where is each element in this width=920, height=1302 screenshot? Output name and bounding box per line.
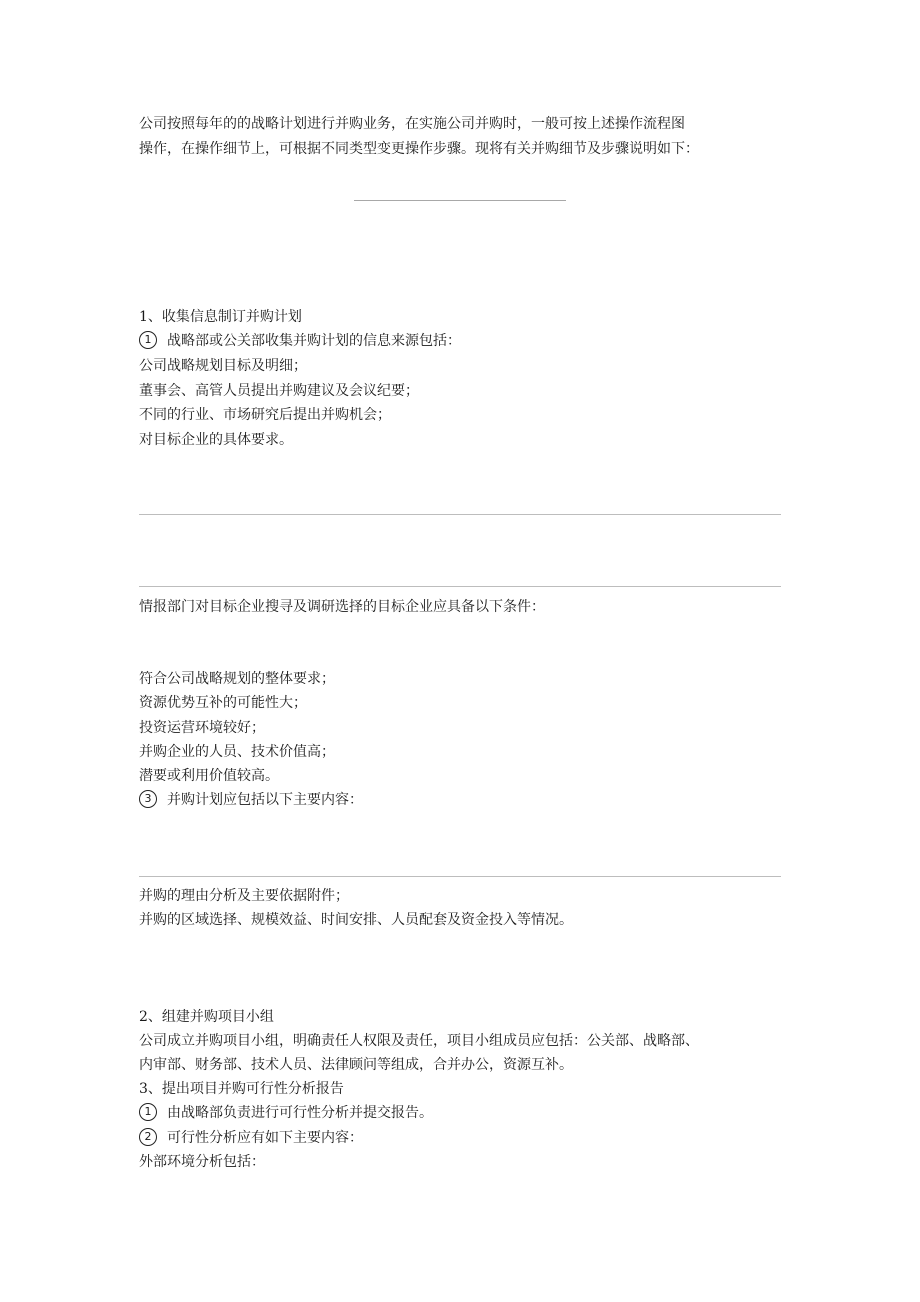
section3-heading: 3、提出项目并购可行性分析报告 — [139, 1081, 344, 1097]
list-item: 公司战略规划目标及明细； — [139, 358, 307, 374]
list-item: 潜要或利用价值较高。 — [139, 768, 279, 784]
list-item: 资源优势互补的可能性大； — [139, 695, 307, 711]
section2-heading: 2、组建并购项目小组 — [139, 1009, 274, 1025]
section3-external: 外部环境分析包括： — [139, 1154, 265, 1170]
section3-step2-text: 可行性分析应有如下主要内容： — [167, 1130, 363, 1146]
conditions-intro: 情报部门对目标企业搜寻及调研选择的目标企业应具备以下条件： — [139, 599, 545, 615]
list-item: 董事会、高管人员提出并购建议及会议纪要； — [139, 383, 419, 399]
step-number-circle: 1 — [139, 1103, 157, 1121]
divider-short — [354, 200, 566, 201]
section1-heading: 1、收集信息制订并购计划 — [139, 309, 302, 325]
step-number-circle: 3 — [139, 790, 157, 808]
section3-step2 — [139, 1128, 363, 1148]
list-item: 符合公司战略规划的整体要求； — [139, 671, 335, 687]
list-item: 并购的区域选择、规模效益、时间安排、人员配套及资金投入等情况。 — [139, 912, 573, 928]
divider — [139, 876, 781, 877]
divider — [139, 586, 781, 587]
section1-step1 — [139, 331, 461, 351]
list-item: 并购企业的人员、技术价值高； — [139, 744, 335, 760]
intro-line-2: 操作，在操作细节上，可根据不同类型变更操作步骤。现将有关并购细节及步骤说明如下： — [139, 141, 699, 157]
list-item: 不同的行业、市场研究后提出并购机会； — [139, 407, 391, 423]
section1-step3 — [139, 790, 363, 810]
list-item: 对目标企业的具体要求。 — [139, 432, 293, 448]
divider — [139, 514, 781, 515]
section3-step1 — [139, 1103, 433, 1123]
section1-step1-text: 战略部或公关部收集并购计划的信息来源包括： — [167, 333, 461, 349]
section2-text-line-1: 公司成立并购项目小组，明确责任人权限及责任，项目小组成员应包括：公关部、战略部、 — [139, 1033, 699, 1049]
section3-step1-text: 由战略部负责进行可行性分析并提交报告。 — [167, 1105, 433, 1121]
section2-text-line-2: 内审部、财务部、技术人员、法律顾问等组成，合并办公，资源互补。 — [139, 1057, 573, 1073]
list-item: 投资运营环境较好； — [139, 720, 265, 736]
step-number-circle: 1 — [139, 331, 157, 349]
step-number-circle: 2 — [139, 1128, 157, 1146]
section1-step3-text: 并购计划应包括以下主要内容： — [167, 792, 363, 808]
list-item: 并购的理由分析及主要依据附件； — [139, 888, 349, 904]
intro-line-1: 公司按照每年的的战略计划进行并购业务，在实施公司并购时，一般可按上述操作流程图 — [139, 116, 685, 132]
